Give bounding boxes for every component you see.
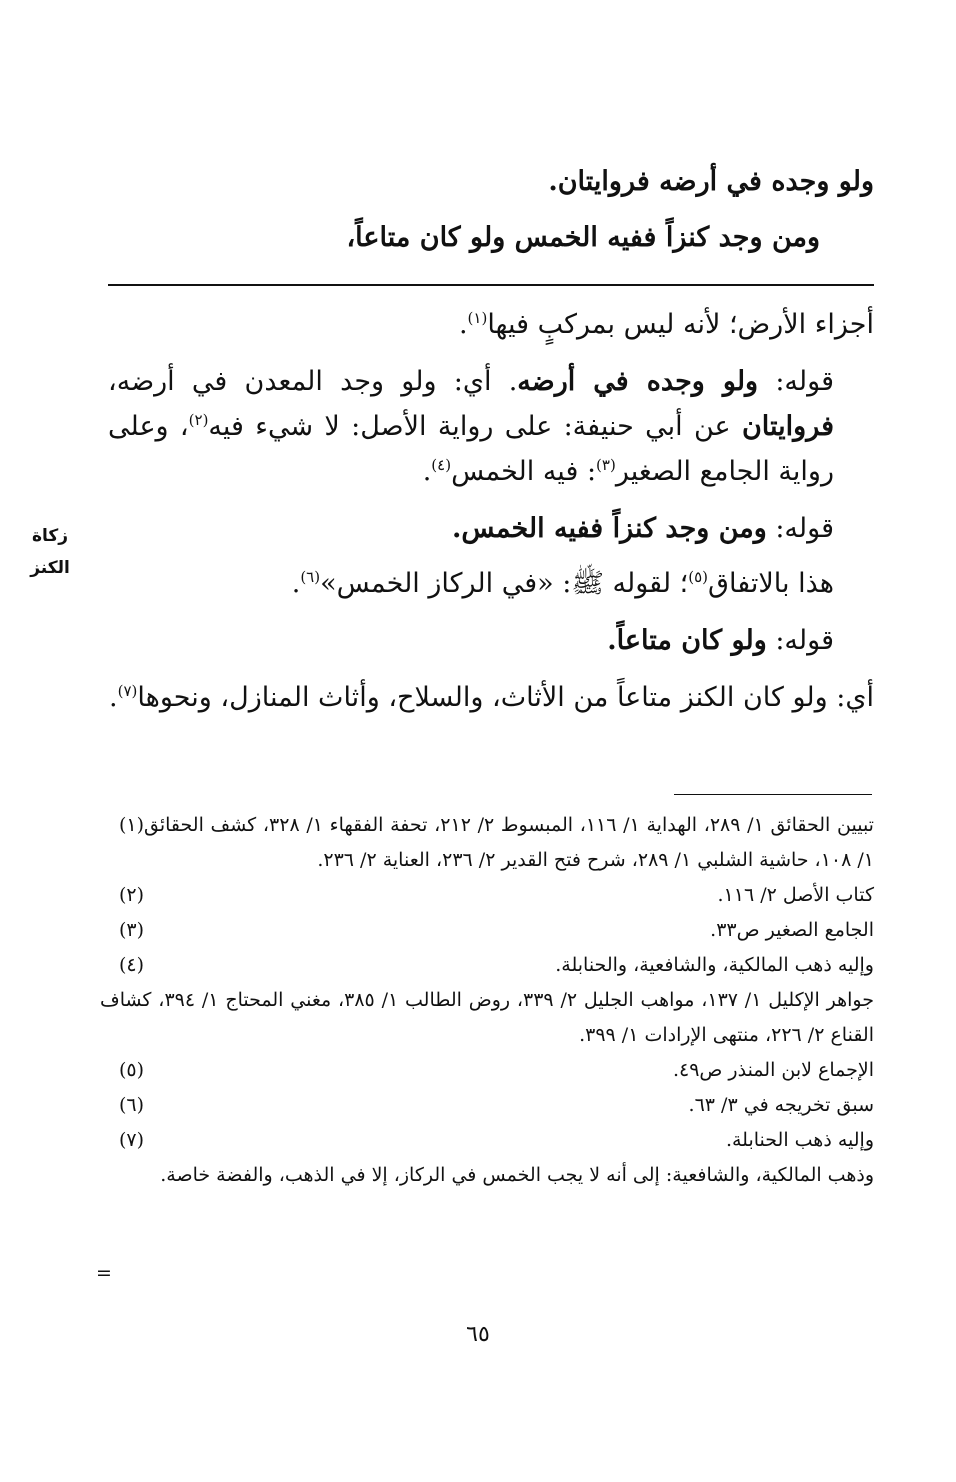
commentary-paragraph-3: قوله: ومن وجد كنزاً ففيه الخمس. bbox=[452, 513, 834, 544]
footnote-3 bbox=[100, 913, 874, 948]
footnote-ref-7[interactable]: (٧) bbox=[117, 682, 138, 700]
matn-line-1: ولو وجده في أرضه فروايتان. bbox=[548, 166, 874, 197]
footnote-ref-4[interactable]: (٤) bbox=[431, 456, 452, 474]
footnote-text: سبق تخريجه في ٣/ ٦٣. bbox=[688, 1094, 874, 1116]
quoted-matn: فروايتان bbox=[741, 411, 835, 442]
footnote-number: (٦) bbox=[118, 1094, 144, 1116]
footnote-text: تبيين الحقائق ١/ ٢٨٩، الهداية ١/ ١١٦، المبسوط ٢/ ٢١٢، تحفة الفقهاء ١/ ٣٢٨، كشف الحقائق ١/ ١٠٨، حاشية الشلبي ١/ ٢٨٩، شرح فتح القدير ٢/ ٢٣٦، العناية ٢/ ٢٣٦. bbox=[144, 814, 874, 871]
footnote-text: كتاب الأصل ٢/ ١١٦. bbox=[717, 884, 874, 906]
footnote-4 bbox=[100, 948, 874, 983]
footnote-ref-3[interactable]: (٣) bbox=[596, 456, 616, 474]
footnote-2 bbox=[100, 878, 874, 913]
footnote-number: (١) bbox=[118, 814, 144, 836]
footnote-6 bbox=[100, 1088, 874, 1123]
footnote-text: وإليه ذهب المالكية، والشافعية، والحنابلة. bbox=[555, 954, 874, 976]
footnote-ref-2[interactable]: (٢) bbox=[188, 411, 209, 429]
footnote-7-continuation: وذهب المالكية، والشافعية: إلى أنه لا يجب الخمس في الركاز، إلا في الذهب، والفضة خاصة. bbox=[160, 1164, 874, 1186]
footnote-ref-5[interactable]: (٥) bbox=[688, 568, 709, 586]
footnote-number: (٤) bbox=[118, 954, 144, 976]
quoted-matn: ولو وجده في أرضه bbox=[517, 366, 759, 397]
matn-line-2: ومن وجد كنزاً ففيه الخمس ولو كان متاعاً، bbox=[346, 222, 820, 253]
commentary-paragraph-6: أي: ولو كان الكنز متاعاً من الأثاث، والسلاح، وأثاث المنازل، ونحوها$^{(٧)}$. bbox=[109, 682, 874, 713]
quoted-matn: ومن وجد كنزاً ففيه الخمس. bbox=[452, 513, 767, 544]
commentary-paragraph-5: قوله: ولو كان متاعاً. bbox=[607, 625, 834, 656]
footnote-5 bbox=[100, 1053, 874, 1088]
commentary-paragraph-1: أجزاء الأرض؛ لأنه ليس بمركبٍ فيها$^{(١)}$. bbox=[458, 309, 874, 340]
footnote-number: (٥) bbox=[118, 1059, 144, 1081]
margin-note-line-2: الكنز bbox=[30, 558, 70, 578]
footnote-1 bbox=[100, 808, 874, 878]
footnote-7 bbox=[100, 1123, 874, 1158]
footnote-text: الإجماع لابن المنذر ص٤٩. bbox=[672, 1059, 874, 1081]
commentary-paragraph-2: قوله: ولو وجده في أرضه. أي: ولو وجد المعدن في أرضه، فروايتان عن أبي حنيفة: على رواية الأصل: لا شيء فيه$^{(٢)}$، وعلى رواية الجامع الصغير$^{(٣)}$: فيه الخمس$^{(٤)}$. bbox=[108, 366, 835, 487]
margin-note bbox=[8, 520, 92, 584]
commentary-paragraph-4: هذا بالاتفاق$^{(٥)}$؛ لقوله ﷺ: «في الركاز الخمس»$^{(٦)}$. bbox=[291, 568, 834, 599]
commentary bbox=[108, 302, 874, 720]
footnote-number: (٧) bbox=[118, 1129, 144, 1151]
footnote-number: (٣) bbox=[118, 919, 144, 941]
continuation-mark: = bbox=[96, 1262, 112, 1284]
margin-note-line-1: زكاة bbox=[31, 526, 69, 546]
footnotes bbox=[100, 808, 874, 1193]
footnote-number: (٢) bbox=[118, 884, 144, 906]
page-number: ٦٥ bbox=[466, 1322, 490, 1347]
matn-separator-rule bbox=[108, 284, 874, 286]
footnote-separator-rule bbox=[674, 794, 872, 795]
footnote-ref-1[interactable]: (١) bbox=[467, 309, 488, 327]
footnote-text: وإليه ذهب الحنابلة. bbox=[725, 1129, 874, 1151]
footnote-4-continuation: جواهر الإكليل ١/ ١٣٧، مواهب الجليل ٢/ ٣٣٩، روض الطالب ١/ ٣٨٥، مغني المحتاج ١/ ٣٩٤، كشاف القناع ٢/ ٢٢٦، منتهى الإرادات ١/ ٣٩٩. bbox=[100, 989, 874, 1046]
footnote-text: الجامع الصغير ص٣٣. bbox=[710, 919, 874, 941]
footnote-ref-6[interactable]: (٦) bbox=[300, 568, 321, 586]
quoted-matn: ولو كان متاعاً. bbox=[607, 625, 767, 656]
